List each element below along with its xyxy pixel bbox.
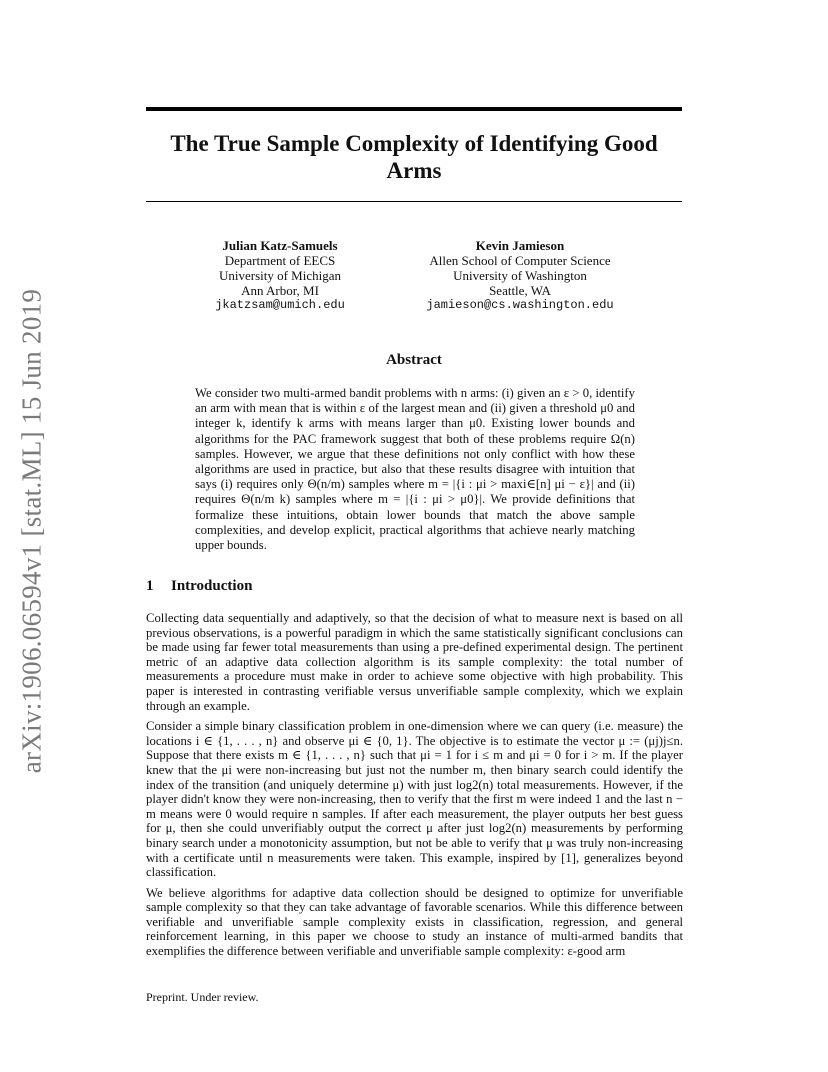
body-paragraph: Consider a simple binary classification problem in one-dimension where we can query (i.e. measure) the locations i ∈ {1, . . . , n} and observe μi ∈ {0, 1}. The objective is to estimate the vector μ := (μj)j≤n. Suppose that there exists m ∈ {1, . . . , n} such that μi = 1 for i ≤ m and μi = 0 for i > m. If the player knew that the μi were non-increasing but just not the number m, then binary search could identify the index of the transition (and uniquely determine μ) with just log2(n) total measurements. However, if the player didn't know they were non-increasing, then to verify that the first m were indeed 1 and the last n − m means were 0 would require n samples. If after each measurement, the player outputs her best guess for μ, then she could unverifiably output the correct μ after just log2(n) measurements by performing binary search under a monotonicity assumption, but not be able to verify that μ was truly non-increasing with a certificate until n measurements were taken. This example, inspired by [1], generalizes beyond classification.: [146, 719, 683, 880]
arxiv-identifier: arXiv:1906.06594v1 [stat.ML] 15 Jun 2019: [16, 288, 47, 774]
author-email: jkatzsam@umich.edu: [215, 298, 345, 312]
body-text: [146, 611, 683, 965]
author-block-1: [200, 238, 360, 313]
author-block-2: [405, 238, 635, 313]
author-name: Julian Katz-Samuels: [222, 238, 338, 253]
body-paragraph: We believe algorithms for adaptive data collection should be designed to optimize for unverifiable sample complexity so that they can take advantage of favorable scenarios. While this difference between verifiable and unverifiable sample complexity exists in classification, regression, and general reinforcement learning, in this paper we choose to study an instance of multi-armed bandits that exemplifies the difference between verifiable and unverifiable sample complexity: ε-good arm: [146, 885, 683, 959]
title-bottom-rule: [146, 201, 682, 202]
author-location: Seattle, WA: [489, 283, 551, 298]
paper-title: The True Sample Complexity of Identifying Good Arms: [170, 131, 658, 183]
author-department: Department of EECS: [224, 253, 336, 268]
abstract-text: We consider two multi-armed bandit problems with n arms: (i) given an ε > 0, identify an arm with mean that is within ε of the largest mean and (ii) given a threshold μ0 and integer k, identify k arms with means larger than μ0. Existing lower bounds and algorithms for the PAC framework suggest that both of these problems require Ω(n) samples. However, we argue that these definitions not only conflict with how these algorithms are used in practice, but also that these results disagree with intuition that says (i) requires only Θ(n/m) samples where m = |{i : μi > maxi∈[n] μi − ε}| and (ii) requires Θ(n/m k) samples where m = |{i : μi > μ0}|. We provide definitions that formalize these intuitions, obtain lower bounds that match the above sample complexities, and develop explicit, practical algorithms that achieve nearly matching upper bounds.: [195, 386, 635, 553]
abstract-heading: Abstract: [386, 352, 442, 368]
author-department: Allen School of Computer Science: [429, 253, 611, 268]
section-number: 1: [146, 578, 154, 594]
title-top-rule: [146, 107, 682, 111]
author-email: jamieson@cs.washington.edu: [426, 298, 614, 312]
author-institution: University of Michigan: [218, 268, 342, 283]
author-institution: University of Washington: [453, 268, 587, 283]
author-location: Ann Arbor, MI: [241, 283, 319, 298]
author-name: Kevin Jamieson: [475, 238, 565, 253]
section-heading: [146, 578, 252, 595]
footer-note: Preprint. Under review.: [146, 990, 259, 1004]
arxiv-sidebar: [16, 286, 48, 776]
section-title: Introduction: [171, 578, 253, 594]
body-paragraph: Collecting data sequentially and adaptively, so that the decision of what to measure next is based on all previous observations, is a powerful paradigm in which the same statistically significant conclusions can be made using far fewer total measurements than using a pre-defined experimental design. The pertinent metric of an adaptive data collection algorithm is its sample complexity: the total number of measurements a procedure must make in order to achieve some objective with high probability. This paper is interested in contrasting verifiable versus unverifiable sample complexity, which we explain through an example.: [146, 611, 683, 713]
